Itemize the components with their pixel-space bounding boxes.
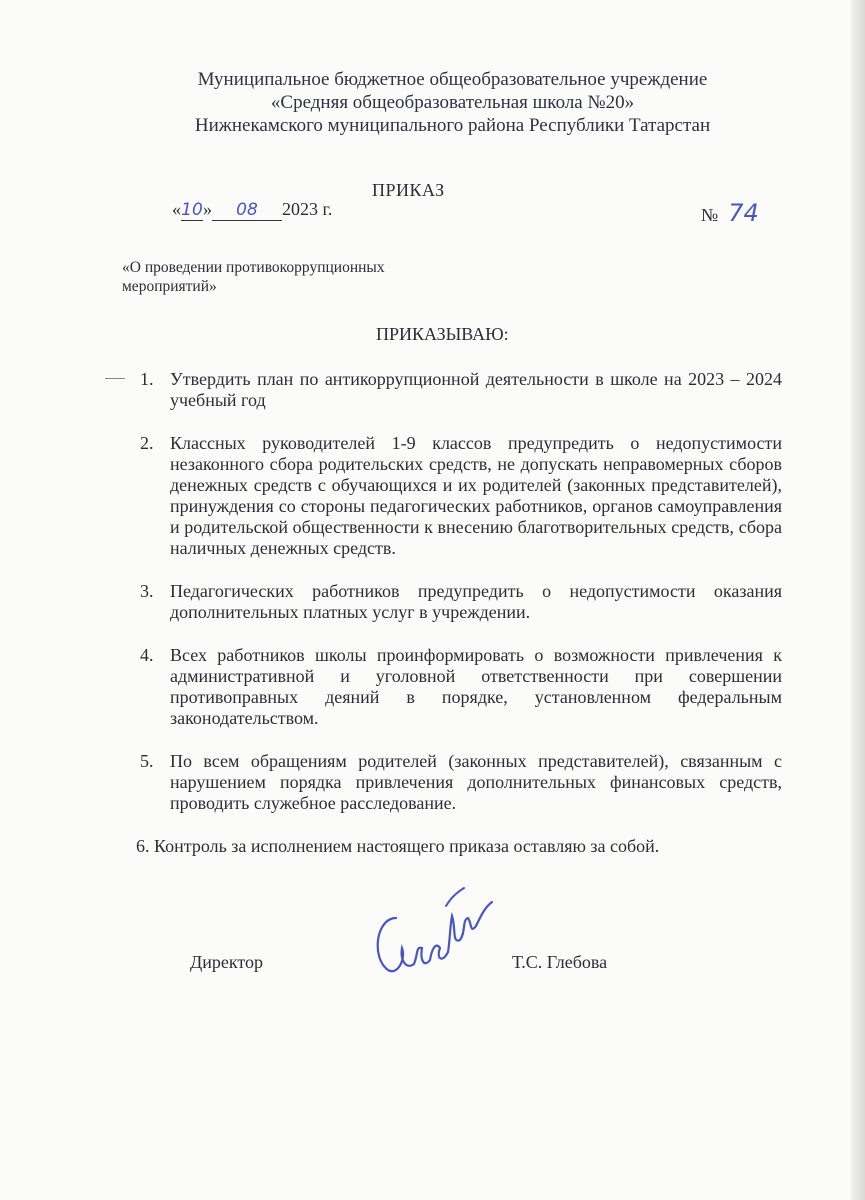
order-item [140,751,782,814]
header-line-1: Муниципальное бюджетное общеобразовательное учреждение [197,69,708,90]
order-item [140,581,782,623]
page-edge [851,0,865,1200]
order-verb: ПРИКАЗЫВАЮ: [376,324,509,344]
item-number: 2. [140,433,154,453]
item-number: 4. [140,645,154,665]
subject-line-1: «О проведении противокоррупционных [122,259,385,276]
document-title: ПРИКАЗ [372,180,445,200]
date-close-quote: » [203,199,212,219]
order-item [140,645,782,729]
item-text: Утвердить план по антикоррупционной деятельности в школе на 2023 – 2024 учебный год [170,369,782,410]
order-item [140,433,782,559]
header-line-3: Нижнекамского муниципального района Республики Татарстан [194,115,711,136]
order-items [136,369,782,879]
director-name: Т.С. Глебова [512,952,608,972]
item-number: 3. [140,581,154,601]
order-subject [122,258,422,296]
item-text: Педагогических работников предупредить о недопустимости оказания дополнительных платных услуг в учреждении. [170,581,782,622]
item-text: Классных руководителей 1-9 классов предупредить о недопустимости незаконного сбора родительских средств, не допускать неправомерных сборов денежных средств с обучающихся и их родителей (законных представителей), принуждения со стороны педагогических работников, органов самоуправления и родительской общественности к внесению благотворительных средств, сбора наличных денежных средств. [170,433,782,558]
order-item [136,836,782,857]
number-value: 74 [728,199,759,227]
subject-line-2: мероприятий» [122,278,217,295]
scan-mark [105,378,125,379]
date-open-quote: « [172,199,181,219]
item-number: 1. [140,369,154,389]
header-line-2: «Средняя общеобразовательная школа №20» [270,92,635,113]
order-number [701,199,759,227]
number-label: № [701,205,719,225]
order-item [140,369,782,411]
item-text: По всем обращениям родителей (законных представителей), связанным с нарушением порядка привлечения дополнительных финансовых средств, проводить служебное расследование. [170,751,782,813]
director-position: Директор [190,952,264,972]
item-text: 6. Контроль за исполнением настоящего приказа оставляю за собой. [136,836,660,856]
date-month: 08 [212,200,282,221]
signature-flourish [446,888,464,906]
institution-header [0,68,865,137]
item-text: Всех работников школы проинформировать о возможности привлечения к административной и уголовной ответственности при совершении противоправных деяний в порядке, установленном федеральным законодательством. [170,645,782,728]
order-date [172,199,332,221]
date-year: 2023 г. [282,199,333,219]
date-day: 10 [181,200,203,220]
signature-row [0,948,865,988]
item-number: 5. [140,751,154,771]
